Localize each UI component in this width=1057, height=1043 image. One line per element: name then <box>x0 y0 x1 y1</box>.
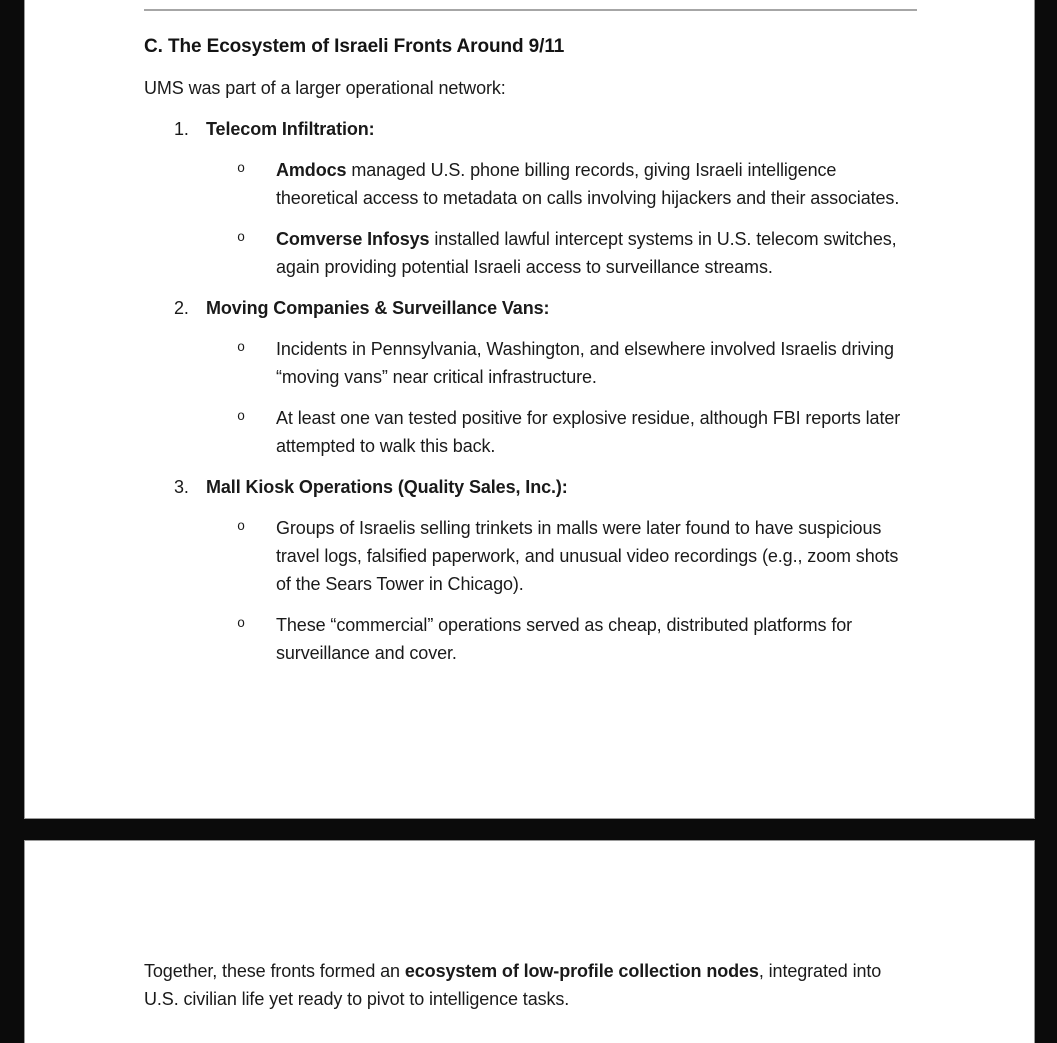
list-item-3 <box>174 473 917 501</box>
list-number: 3. <box>174 477 189 497</box>
sub-list-text: At least one van tested positive for explosive residue, although FBI reports later attempted to walk this back. <box>276 408 901 456</box>
sub-bullet-marker: o <box>237 617 246 632</box>
list-number: 2. <box>174 298 189 318</box>
section-divider <box>144 9 917 11</box>
summary-paragraph: Together, these fronts formed an ecosystem of low-profile collection nodes, integrated into U.S. civilian life yet ready to pivot to intelligence tasks. <box>144 961 882 1009</box>
sub-list-item <box>237 611 917 667</box>
sub-list-text: Groups of Israelis selling trinkets in malls were later found to have suspicious travel logs, falsified paperwork, and unusual video recordings (e.g., zoom shots of the Sears Tower in Chicago). <box>276 518 899 594</box>
sub-bullet-marker: o <box>237 231 246 246</box>
list-item-2 <box>174 294 917 322</box>
sub-list-text: Incidents in Pennsylvania, Washington, and elsewhere involved Israelis driving “moving vans” near critical infrastructure. <box>276 339 894 387</box>
sub-list-text: Comverse Infosys installed lawful intercept systems in U.S. telecom switches, again providing potential Israeli access to surveillance streams. <box>276 229 897 277</box>
sub-bullet-marker: o <box>237 410 246 425</box>
page-1-content <box>25 9 1034 667</box>
list-number: 1. <box>174 119 189 139</box>
page-2 <box>24 840 1035 1043</box>
section-heading: C. The Ecosystem of Israeli Fronts Around 9/11 <box>144 36 565 57</box>
page-gap <box>0 819 1057 840</box>
sub-list-item <box>237 404 917 460</box>
sub-list-item <box>237 514 917 598</box>
sub-bullet-marker: o <box>237 341 246 356</box>
sub-bullet-marker: o <box>237 520 246 535</box>
sub-list-item <box>237 156 917 212</box>
sub-list-item <box>237 335 917 391</box>
list-item-1 <box>174 115 917 143</box>
list-item-title: Mall Kiosk Operations (Quality Sales, Inc.): <box>206 477 568 497</box>
intro-paragraph: UMS was part of a larger operational network: <box>144 78 506 98</box>
list-item-title: Moving Companies & Surveillance Vans: <box>206 298 550 318</box>
page-1 <box>24 0 1035 819</box>
sub-list-item <box>237 225 917 281</box>
sub-list-text: Amdocs managed U.S. phone billing records, giving Israeli intelligence theoretical access to metadata on calls involving hijackers and their associates. <box>276 160 900 208</box>
sub-bullet-marker: o <box>237 162 246 177</box>
list-item-title: Telecom Infiltration: <box>206 119 375 139</box>
sub-list-text: These “commercial” operations served as cheap, distributed platforms for surveillance and cover. <box>276 615 853 663</box>
